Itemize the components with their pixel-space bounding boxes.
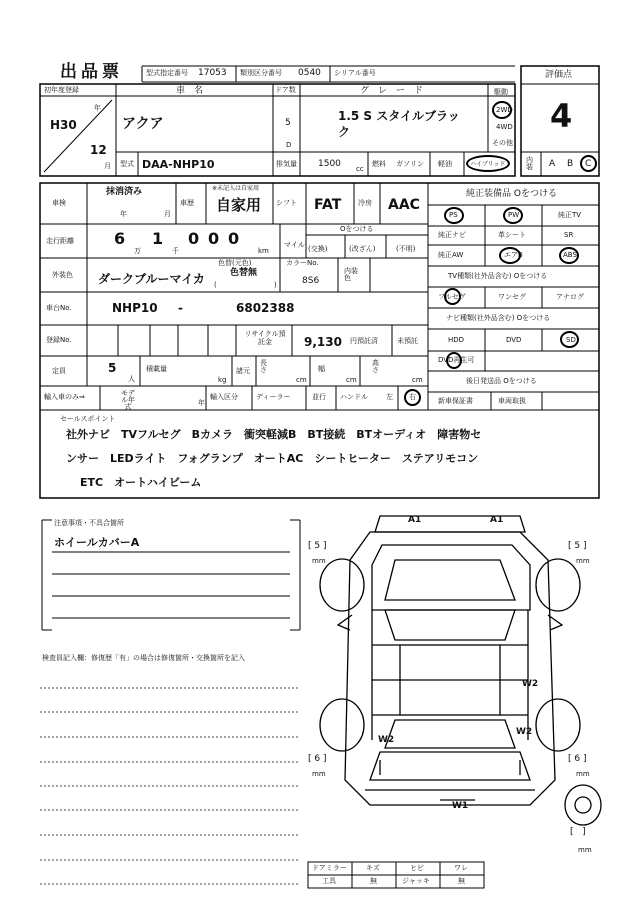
parallel-option: 並行 bbox=[312, 393, 326, 401]
sales-line-3: ETC オートハイビーム bbox=[80, 476, 202, 489]
width-unit: cm bbox=[346, 376, 357, 384]
cc-unit: cc bbox=[356, 165, 364, 173]
doors-value: 5 bbox=[285, 118, 291, 128]
damage-w1: W1 bbox=[452, 801, 469, 811]
width-label: 幅 bbox=[318, 365, 325, 373]
table-v2: 無 bbox=[370, 877, 377, 885]
table-v3: ジャッキ bbox=[402, 877, 430, 885]
inspection-label: 車検 bbox=[52, 199, 66, 207]
mileage-digit-1: 6 bbox=[114, 229, 126, 248]
height-label: 高さ bbox=[372, 359, 379, 374]
notes-label: 注意事項・不具合箇所 bbox=[54, 519, 124, 527]
drive-2wd: 2WD bbox=[496, 106, 513, 114]
later-manual: 車両取扱 bbox=[498, 397, 526, 405]
handle-left: 左 bbox=[386, 393, 393, 401]
mileage-digit-5: 0 bbox=[228, 229, 240, 248]
tv-fullseg: フルセグ bbox=[438, 293, 466, 301]
color-value: ダークブルーマイカ bbox=[98, 272, 205, 286]
height-unit: cm bbox=[412, 376, 423, 384]
year-label: 年 bbox=[94, 104, 101, 112]
drive-other: その他 bbox=[492, 139, 513, 147]
fuel-gasoline: ガソリン bbox=[396, 160, 424, 168]
mileage-digit-3: 0 bbox=[188, 229, 200, 248]
navi-hdd: HDD bbox=[448, 336, 465, 344]
equip-header: 純正装備品 Oをつける bbox=[466, 189, 557, 199]
car-name-label: 車 名 bbox=[176, 86, 204, 96]
spec-label: 諸元 bbox=[236, 367, 250, 375]
chassis-dash: - bbox=[178, 301, 183, 315]
fuel-diesel: 軽油 bbox=[438, 160, 452, 168]
notes-item-1: ホイールカバーA bbox=[54, 536, 140, 549]
drive-2wd-circle bbox=[492, 101, 512, 119]
serial-label: シリアル番号 bbox=[334, 69, 376, 77]
tire-rr-value: 6 bbox=[574, 754, 581, 764]
mile-label: マイル bbox=[284, 241, 305, 249]
dealer-option: ディーラー bbox=[256, 393, 291, 401]
table-h3: ヒビ bbox=[410, 864, 424, 872]
spare-bracket: [ ] bbox=[570, 827, 586, 837]
ac-label: 冷房 bbox=[358, 199, 372, 207]
inspection-month: 月 bbox=[164, 210, 171, 218]
odo-unknown: (不明) bbox=[396, 245, 416, 253]
displacement-value: 1500 bbox=[318, 159, 341, 169]
equip-pw: PW bbox=[508, 211, 520, 219]
mileage-man: 万 bbox=[134, 247, 141, 255]
tire-rl-bracket: [ 6 ] bbox=[308, 754, 327, 764]
tire-rl-unit: mm bbox=[312, 770, 326, 778]
sales-line-2: ンサー LEDライト フォグランプ オートAC シートヒーター ステアリモコン bbox=[66, 452, 479, 465]
tire-fl-value: 5 bbox=[314, 541, 321, 551]
dvd-play-circle bbox=[446, 352, 462, 369]
score-value: 4 bbox=[550, 97, 573, 135]
grade-label: グ レ ー ド bbox=[360, 86, 424, 96]
recycle-unpaid: 未預託 bbox=[397, 337, 418, 345]
tire-rr-unit: mm bbox=[576, 770, 590, 778]
kg-unit: kg bbox=[218, 376, 227, 384]
handle-label: ハンドル bbox=[340, 393, 368, 401]
recycle-value: 9,130 bbox=[304, 335, 342, 349]
damage-a1-left: A1 bbox=[408, 515, 422, 525]
odo-replace: (交換) bbox=[308, 245, 328, 253]
table-h1: ドアミラー bbox=[312, 864, 347, 872]
equip-abs-circle bbox=[559, 247, 579, 264]
repaint-value: 色替無 bbox=[230, 268, 258, 278]
table-h4: ワレ bbox=[454, 864, 468, 872]
inspection-year: 年 bbox=[120, 210, 127, 218]
model-label: 型式 bbox=[120, 160, 134, 168]
ac-value: AAC bbox=[388, 197, 420, 213]
equip-sr: SR bbox=[564, 231, 574, 239]
navi-dvd: DVD bbox=[506, 336, 522, 344]
length-label: 長さ bbox=[260, 359, 267, 374]
tv-oneseg: ワンセグ bbox=[498, 293, 526, 301]
damage-w2-right-front: W2 bbox=[522, 679, 539, 689]
shift-value: FAT bbox=[314, 197, 342, 213]
inspection-value: 抹消済み bbox=[106, 187, 143, 197]
mileage-digit-2: 1 bbox=[152, 229, 164, 248]
later-header: 後日発送品 Oをつける bbox=[466, 377, 537, 385]
interior-c: C bbox=[585, 159, 592, 169]
table-h2: キズ bbox=[366, 864, 380, 872]
damage-w2-left-rear: W2 bbox=[378, 735, 395, 745]
spare-unit: mm bbox=[578, 846, 592, 854]
equip-ps: PS bbox=[449, 211, 458, 219]
equip-abs: ABS bbox=[563, 251, 577, 259]
category-no: 0540 bbox=[298, 68, 321, 78]
import-class-label: 輸入区分 bbox=[210, 393, 238, 401]
length-unit: cm bbox=[296, 376, 307, 384]
paren-open: ( bbox=[214, 281, 217, 289]
interior-color-label: 内装色 bbox=[344, 267, 358, 282]
navi-sd-circle bbox=[560, 331, 579, 348]
drive-4wd: 4WD bbox=[496, 123, 513, 131]
chassis-no: 6802388 bbox=[236, 301, 295, 315]
chassis-label: 車台No. bbox=[46, 304, 72, 312]
later-warranty: 新車保証書 bbox=[438, 397, 473, 405]
sales-label: セールスポイント bbox=[60, 415, 116, 423]
first-reg-label: 初年度登録 bbox=[44, 86, 79, 94]
inspector-label: 検査員記入欄：修復歴「有」の場合は修復箇所・交換箇所を記入 bbox=[42, 654, 245, 662]
drive-label: 駆動 bbox=[494, 88, 508, 96]
displacement-label: 排気量 bbox=[276, 160, 297, 168]
repaint-label: 色替(元色) bbox=[218, 259, 252, 267]
color-no-value: 8S6 bbox=[302, 276, 320, 286]
equip-airbag-circle bbox=[499, 247, 521, 264]
mileage-sen: 千 bbox=[172, 247, 179, 255]
tv-fullseg-circle bbox=[444, 288, 461, 305]
recycle-paid: 円預託済 bbox=[350, 337, 378, 345]
first-reg-year: H30 bbox=[50, 118, 77, 132]
navi-header: ナビ種類(社外品含む) Oをつける bbox=[446, 314, 551, 322]
equip-aw: 純正AW bbox=[438, 251, 464, 259]
mileage-digit-4: 0 bbox=[208, 229, 220, 248]
chassis-prefix: NHP10 bbox=[112, 301, 158, 315]
category-label: 類別区分番号 bbox=[240, 69, 282, 77]
tire-fr-unit: mm bbox=[576, 557, 590, 565]
damage-a1-right: A1 bbox=[490, 515, 504, 525]
page-title: 出品票 bbox=[60, 62, 123, 82]
damage-w2-right-rear: W2 bbox=[516, 727, 533, 737]
tv-header: TV種類(社外品含む) Oをつける bbox=[448, 272, 548, 280]
equip-tv: 純正TV bbox=[558, 211, 582, 219]
tire-fr-bracket: [ 5 ] bbox=[568, 541, 587, 551]
car-name: アクア bbox=[122, 116, 164, 132]
interior-b: B bbox=[567, 159, 574, 169]
odo-header: Oをつける bbox=[340, 225, 374, 233]
interior-a: A bbox=[549, 159, 556, 169]
color-no-label: カラーNo. bbox=[286, 259, 319, 267]
month-label: 月 bbox=[104, 162, 111, 170]
equip-leather: 革シート bbox=[498, 231, 526, 239]
doors-label: ドア数 bbox=[275, 86, 296, 94]
interior-c-circle bbox=[580, 155, 597, 172]
tire-rl-value: 6 bbox=[314, 754, 321, 764]
mileage-label: 走行距離 bbox=[46, 237, 74, 245]
color-label: 外装色 bbox=[52, 271, 73, 279]
type-cert-label: 型式指定番号 bbox=[146, 69, 188, 77]
score-label: 評価点 bbox=[545, 70, 573, 80]
model-value: DAA-NHP10 bbox=[142, 158, 215, 171]
table-v1: 工具 bbox=[322, 877, 336, 885]
interior-label: 内装 bbox=[526, 156, 533, 171]
odo-tamper: (改ざん) bbox=[349, 245, 376, 253]
sales-line-1: 社外ナビ TVフルセグ Bカメラ 衝突軽減B BT接続 BTオーディオ 障害物セ bbox=[66, 428, 482, 441]
equip-navi: 純正ナビ bbox=[438, 231, 466, 239]
grade-line-1: 1.5 S スタイルブラッ bbox=[338, 109, 460, 123]
type-cert-no: 17053 bbox=[198, 68, 227, 78]
person-unit: 人 bbox=[128, 375, 135, 383]
table-v4: 無 bbox=[458, 877, 465, 885]
equip-ps-circle bbox=[444, 207, 464, 224]
equip-airbag: エアB bbox=[504, 251, 523, 259]
first-reg-month: 12 bbox=[90, 143, 107, 157]
capacity-value: 5 bbox=[108, 361, 117, 375]
tire-fr-value: 5 bbox=[574, 541, 581, 551]
reg-no-label: 登録No. bbox=[46, 336, 72, 344]
tire-rr-bracket: [ 6 ] bbox=[568, 754, 587, 764]
fuel-label: 燃料 bbox=[372, 160, 386, 168]
car-diagram bbox=[320, 516, 601, 825]
grade-line-2: ク bbox=[338, 125, 351, 139]
tire-fl-bracket: [ 5 ] bbox=[308, 541, 327, 551]
fuel-hybrid: ハイブリッド bbox=[470, 161, 506, 168]
history-label: 車歴 bbox=[180, 199, 194, 207]
history-value: 自家用 bbox=[216, 196, 262, 214]
tv-analog: アナログ bbox=[556, 293, 584, 301]
km-unit: km bbox=[258, 247, 269, 255]
recycle-label: リサイクル預託金 bbox=[244, 330, 286, 347]
door-d: D bbox=[286, 141, 292, 149]
tire-fl-unit: mm bbox=[312, 557, 326, 565]
history-note: ※未記入は自家用 bbox=[212, 185, 260, 192]
shift-label: シフト bbox=[276, 199, 297, 207]
fuel-hybrid-circle bbox=[466, 155, 510, 172]
import-label: 輸入車のみ⇒ bbox=[44, 393, 85, 401]
model-year-unit: 年 bbox=[198, 399, 205, 407]
dvd-play: DVD再生可 bbox=[438, 356, 475, 364]
handle-right: 右 bbox=[409, 393, 416, 401]
model-year-label: モデル年式 bbox=[121, 389, 135, 411]
load-label: 積載量 bbox=[146, 365, 167, 373]
navi-sd: SD bbox=[566, 336, 576, 344]
paren-close: ) bbox=[274, 281, 277, 289]
equip-pw-circle bbox=[503, 207, 523, 224]
capacity-label: 定員 bbox=[52, 367, 66, 375]
handle-right-circle bbox=[404, 389, 421, 406]
